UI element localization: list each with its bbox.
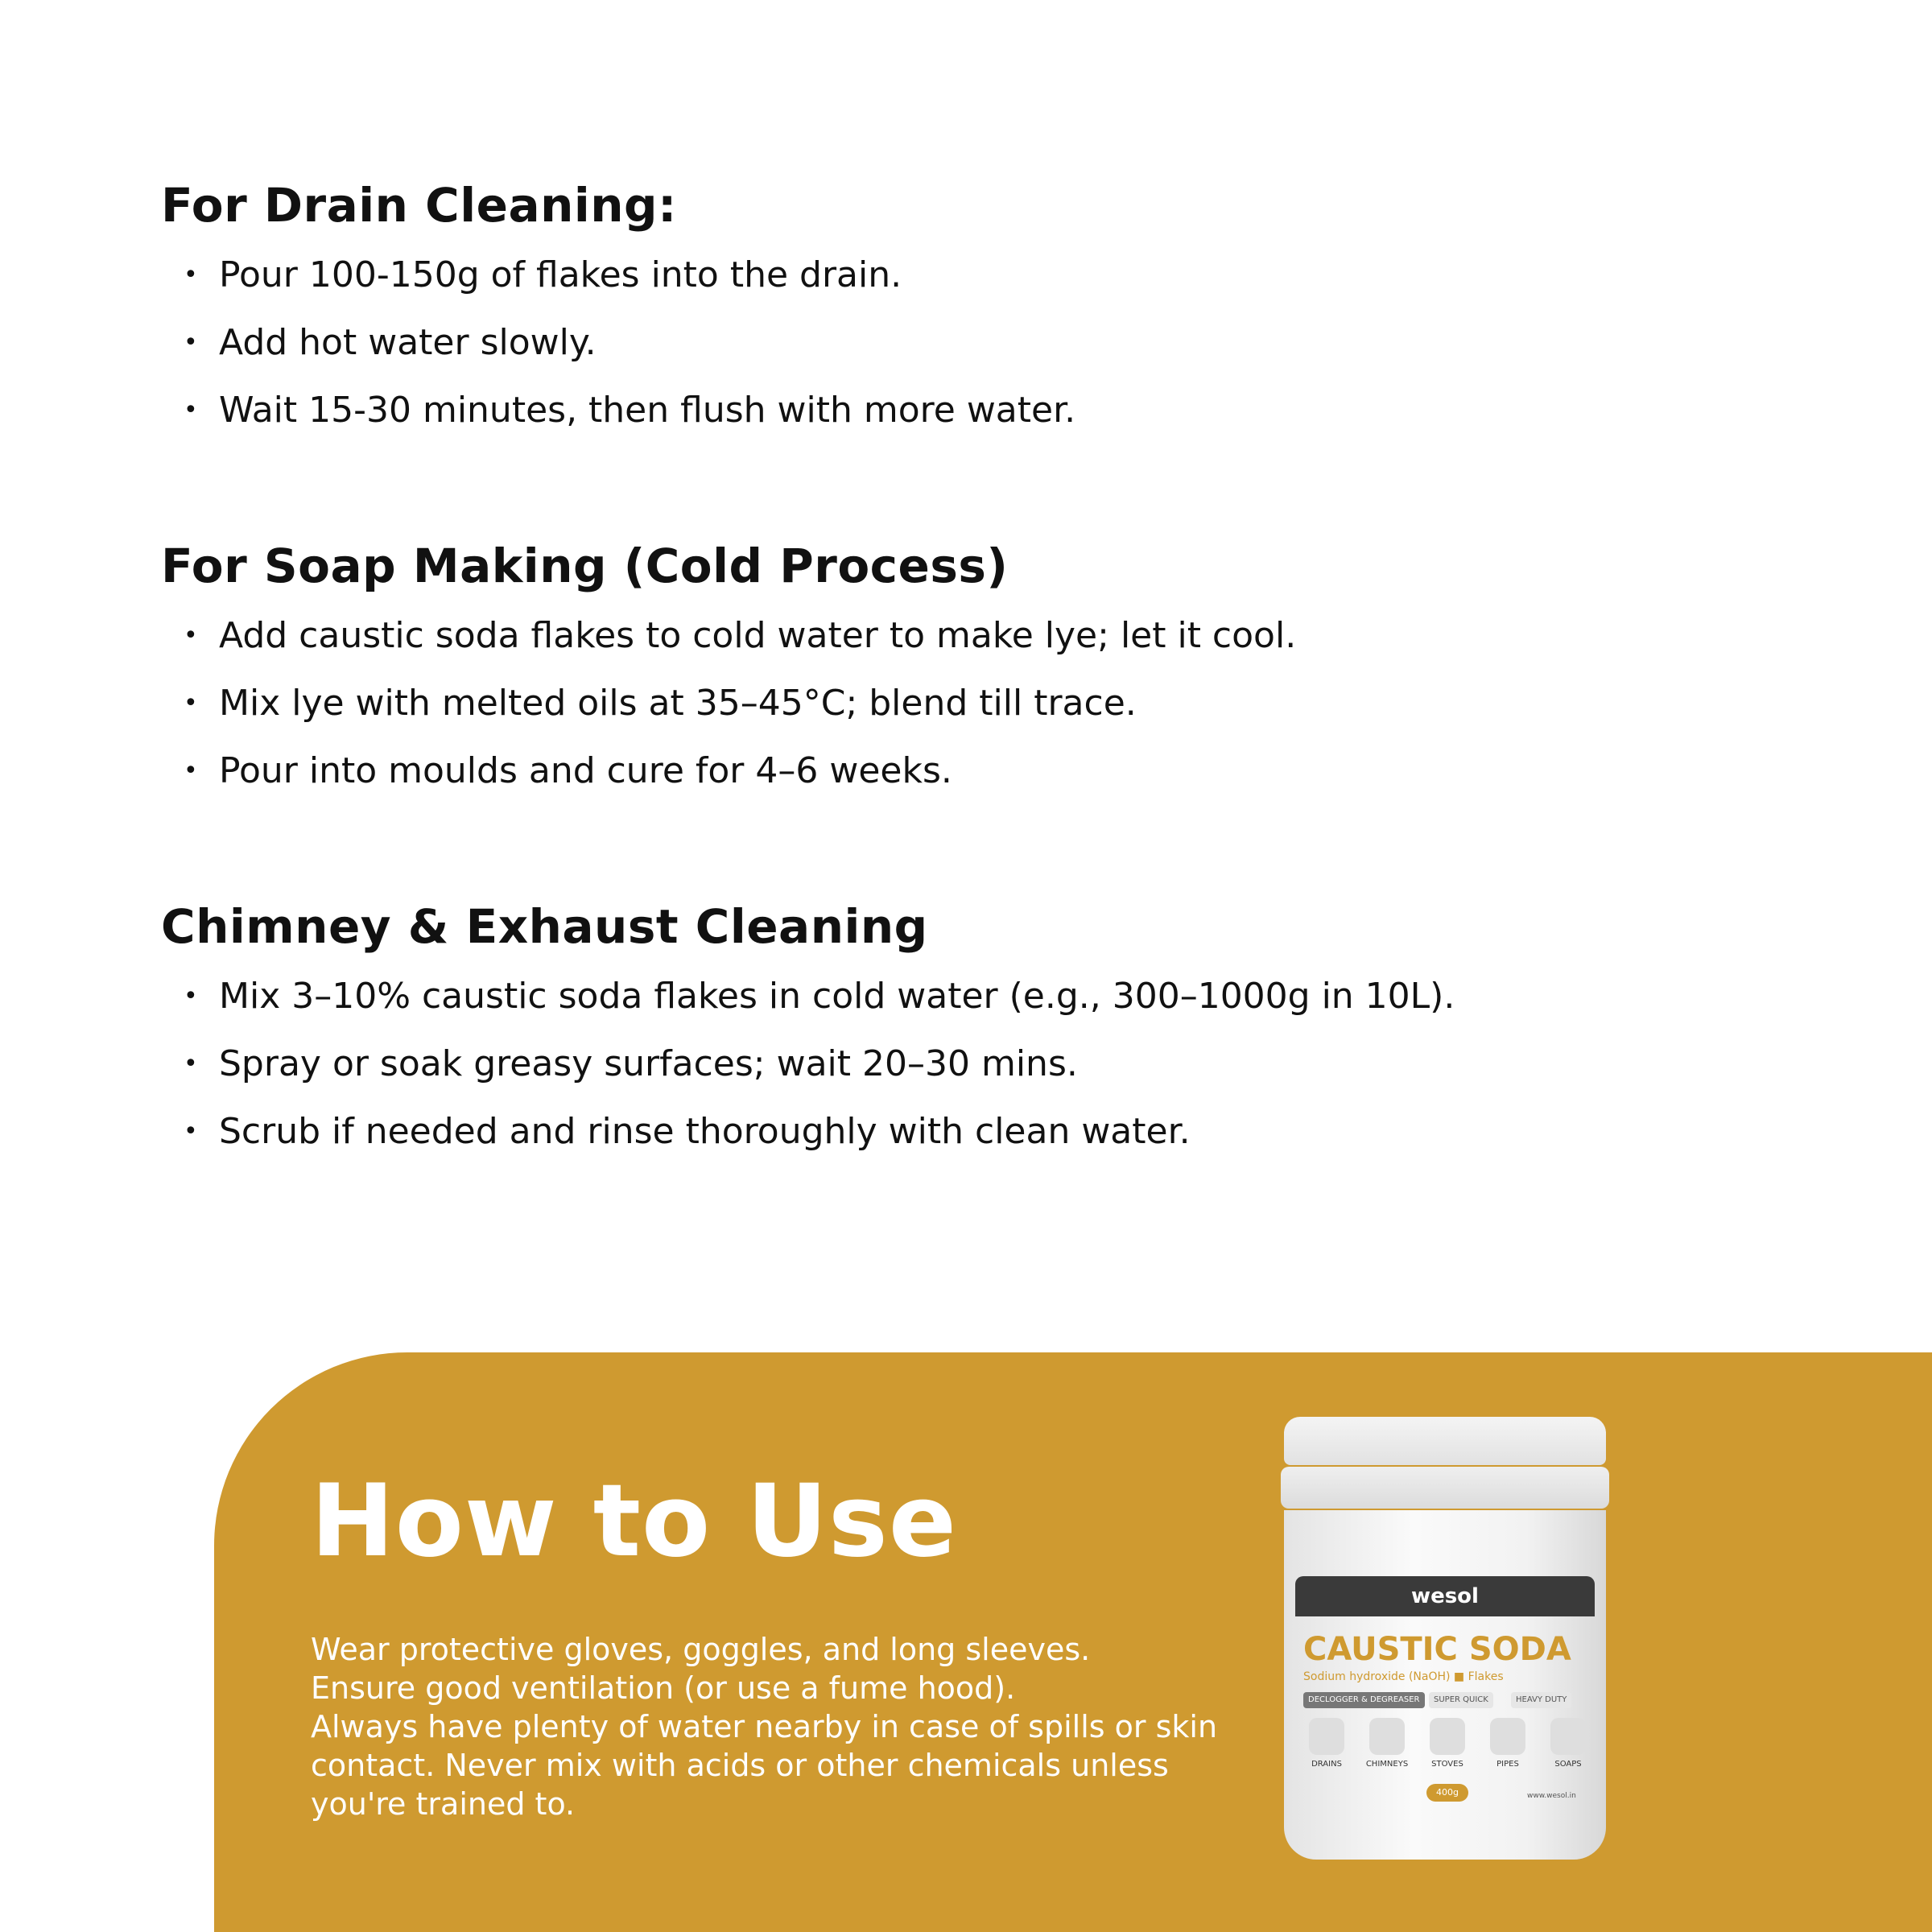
brand-logo: wesol: [1411, 1584, 1479, 1608]
use-label: STOVES: [1431, 1760, 1463, 1769]
use-label: DRAINS: [1311, 1760, 1342, 1769]
jar-body: [1284, 1510, 1606, 1860]
safety-line: contact. Never mix with acids or other chemicals unless: [311, 1748, 1169, 1783]
bullet-icon: •: [184, 1117, 198, 1146]
step-text: Add caustic soda flakes to cold water to make lye; let it cool.: [219, 615, 1297, 656]
chimney-cleaning-section: [161, 890, 1455, 1166]
pipe-icon: [1490, 1718, 1525, 1755]
safety-line: Always have plenty of water nearby in case of spills or skin: [311, 1709, 1218, 1744]
soap-making-section: [161, 530, 1296, 805]
product-url: www.wesol.in: [1527, 1792, 1576, 1800]
section-heading: For Drain Cleaning:: [161, 178, 677, 233]
bullet-icon: •: [184, 328, 198, 357]
bullet-icon: •: [184, 621, 198, 650]
soap-icon: [1550, 1718, 1586, 1755]
safety-line: you're trained to.: [311, 1786, 576, 1822]
step-text: Add hot water slowly.: [219, 322, 597, 363]
safety-line: Wear protective gloves, goggles, and long sleeves.: [311, 1632, 1091, 1667]
safety-line: Ensure good ventilation (or use a fume hood).: [311, 1670, 1016, 1706]
section-heading: For Soap Making (Cold Process): [161, 539, 1009, 593]
step-text: Spray or soak greasy surfaces; wait 20–30 mins.: [219, 1043, 1078, 1084]
list-item: [161, 737, 1296, 805]
bullet-icon: •: [184, 757, 198, 785]
list-item: [161, 309, 1075, 377]
safety-text: [311, 1630, 1253, 1823]
step-text: Mix 3–10% caustic soda flakes in cold water (e.g., 300–1000g in 10L).: [219, 976, 1455, 1017]
bullet-icon: •: [184, 982, 198, 1010]
list-item: [161, 1098, 1455, 1166]
drain-cleaning-section: [161, 169, 1075, 444]
jar-lid: [1284, 1417, 1606, 1465]
feature-chip: DECLOGGER & DEGREASER: [1303, 1692, 1425, 1708]
list-item: [161, 242, 1075, 309]
product-name: CAUSTIC SODA: [1303, 1631, 1571, 1668]
step-text: Pour 100-150g of flakes into the drain.: [219, 254, 902, 295]
bullet-icon: •: [184, 689, 198, 717]
step-list: [161, 963, 1455, 1166]
list-item: [161, 377, 1075, 444]
panel-title: How to Use: [311, 1463, 957, 1579]
section-heading: Chimney & Exhaust Cleaning: [161, 899, 928, 954]
drain-icon: [1309, 1718, 1344, 1755]
jar-lid-rim: [1281, 1467, 1609, 1509]
use-label: PIPES: [1496, 1760, 1519, 1769]
feature-chip: SUPER QUICK: [1429, 1692, 1493, 1708]
step-text: Mix lye with melted oils at 35–45°C; blend till trace.: [219, 683, 1137, 724]
use-item: [1359, 1718, 1415, 1771]
list-item: [161, 963, 1455, 1030]
use-item: [1298, 1718, 1355, 1771]
list-item: [161, 670, 1296, 737]
use-label: CHIMNEYS: [1365, 1760, 1409, 1769]
feature-chip: HEAVY DUTY: [1511, 1692, 1571, 1708]
step-text: Scrub if needed and rinse thoroughly with clean water.: [219, 1111, 1191, 1152]
step-text: Pour into moulds and cure for 4–6 weeks.: [219, 750, 952, 791]
list-item: [161, 602, 1296, 670]
use-label: SOAPS: [1554, 1760, 1582, 1769]
product-chemical: Sodium hydroxide (NaOH) ■ Flakes: [1303, 1670, 1504, 1683]
weight-badge: 400g: [1426, 1784, 1468, 1802]
product-jar-image: [1281, 1417, 1611, 1860]
chimney-icon: [1369, 1718, 1405, 1755]
stove-icon: [1430, 1718, 1465, 1755]
how-to-use-panel: [214, 1352, 1932, 1932]
list-item: [161, 1030, 1455, 1098]
bullet-icon: •: [184, 396, 198, 424]
step-list: [161, 602, 1296, 805]
bullet-icon: •: [184, 261, 198, 289]
bullet-icon: •: [184, 1050, 198, 1078]
step-text: Wait 15-30 minutes, then flush with more water.: [219, 390, 1076, 431]
step-list: [161, 242, 1075, 444]
jar-label-band: [1295, 1576, 1595, 1616]
use-item: [1480, 1718, 1536, 1771]
use-icons: [1298, 1718, 1596, 1782]
use-item: [1419, 1718, 1476, 1771]
use-item: [1540, 1718, 1596, 1771]
